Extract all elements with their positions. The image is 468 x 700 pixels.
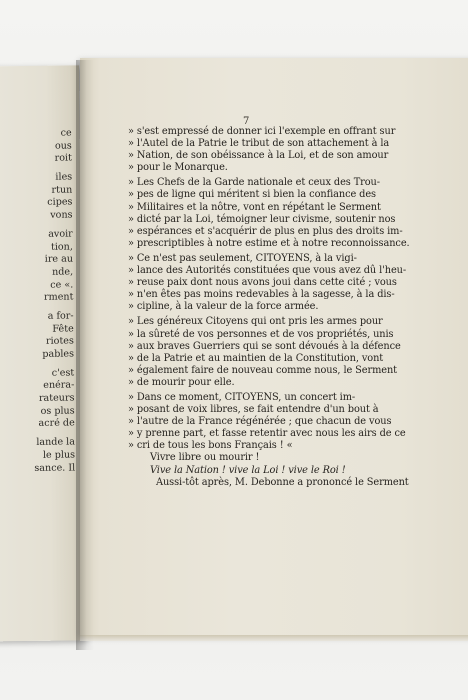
left-line: riotes [45,335,74,348]
left-line: pables [42,348,75,360]
left-page [0,65,85,641]
left-line: c'est [51,367,75,379]
left-page-text [0,128,75,476]
paragraph [128,253,408,313]
text-line: » posant de voix libres, se fait entendre d'un bout à [128,404,379,416]
text-line: » aux braves Guerriers qui se sont dévoués à la défence [128,340,401,352]
paragraph [128,126,408,174]
text-line: » Militaires et la nôtre, vont en répétant le Serment [128,201,381,213]
text-line: » Les Chefs de la Garde nationale et ceux des Trou- [128,177,380,189]
text-line: Aussi-tôt après, M. Debonne a prononcé le Serment [156,476,409,488]
left-line: os plus [40,405,75,417]
left-line: vons [50,209,73,221]
left-line: enéra- [43,379,75,392]
text-line: » Ce n'est pas seulement, CITOYENS, à la vigi- [128,252,357,264]
text-line: » Les généreux Citoyens qui ont pris les armes pour [128,316,383,328]
text-line: » cipline, à la valeur de la force armée. [128,301,319,313]
left-line: a for- [47,310,74,322]
left-line: rtun [51,184,73,196]
text-line: » n'en êtes pas moins redevables à la sagesse, à la dis- [128,289,395,301]
text-line: » lance des Autorités constituées que vous avez dû l'heu- [128,265,407,277]
left-line: nde, [52,266,74,278]
left-line: lande la [36,436,75,449]
page-number: 7 [243,116,250,127]
gutter-shadow [76,60,94,650]
text-line: » de mourir pour elle. [128,376,235,388]
left-line: sance. Il [34,461,76,474]
left-line: roit [54,152,73,165]
left-line: ce «. [50,279,74,291]
text-line: » Dans ce moment, CITOYENS, un concert im- [128,391,356,403]
text-line: » espérances et s'acquérir de plus en plus des droits im- [128,225,403,237]
left-line: acré de [38,417,75,430]
text-line: » pour le Monarque. [128,162,228,174]
left-line: ire au [44,253,74,265]
text-line: » y prenne part, et fasse retentir avec nous les airs de ce [128,428,406,440]
left-line: ce [60,127,72,139]
text-line: » la sûreté de vos personnes et de vos propriétés, unis [128,328,394,340]
paragraph [128,392,408,452]
vive-line: Vive la Nation ! vive la Loi ! vive le Roi ! [150,464,346,476]
left-line: cipes [47,196,73,209]
body-text [128,126,408,489]
paragraph [128,177,408,250]
text-line: » Nation, de son obéissance à la Loi, et de son amour [128,150,389,162]
text-line: » l'autre de la France régénérée ; que chacun de vous [128,416,392,428]
motto-line: Vivre libre ou mourir ! [150,452,260,464]
text-line: » prescriptibles à notre estime et à notre reconnoissance. [128,237,410,249]
paragraph [128,316,408,389]
text-line: » cri de tous les bons Français ! « [128,440,293,452]
left-line: rateurs [38,392,75,404]
text-line: » pes de ligne qui méritent si bien la confiance des [128,189,376,201]
left-line: le plus [42,449,76,461]
left-line: iles [55,171,73,183]
left-line: Fête [52,323,74,335]
paragraph [128,452,408,488]
text-line: » de la Patrie et au maintien de la Constitution, vont [128,352,384,364]
left-line: ous [54,140,72,152]
text-line: » reuse paix dont nous avons joui dans cette cité ; vous [128,277,397,289]
left-line: tion, [50,241,73,253]
left-line: avoir [48,228,73,240]
text-line: » s'est empressé de donner ici l'exemple en offrant sur [128,126,396,137]
text-line: » dicté par la Loi, témoigner leur civisme, soutenir nos [128,213,396,225]
text-line: » l'Autel de la Patrie le tribut de son attachement à la [128,138,390,150]
left-line: rment [43,291,74,304]
text-line: » également faire de nouveau comme nous, le Serment [128,364,398,376]
